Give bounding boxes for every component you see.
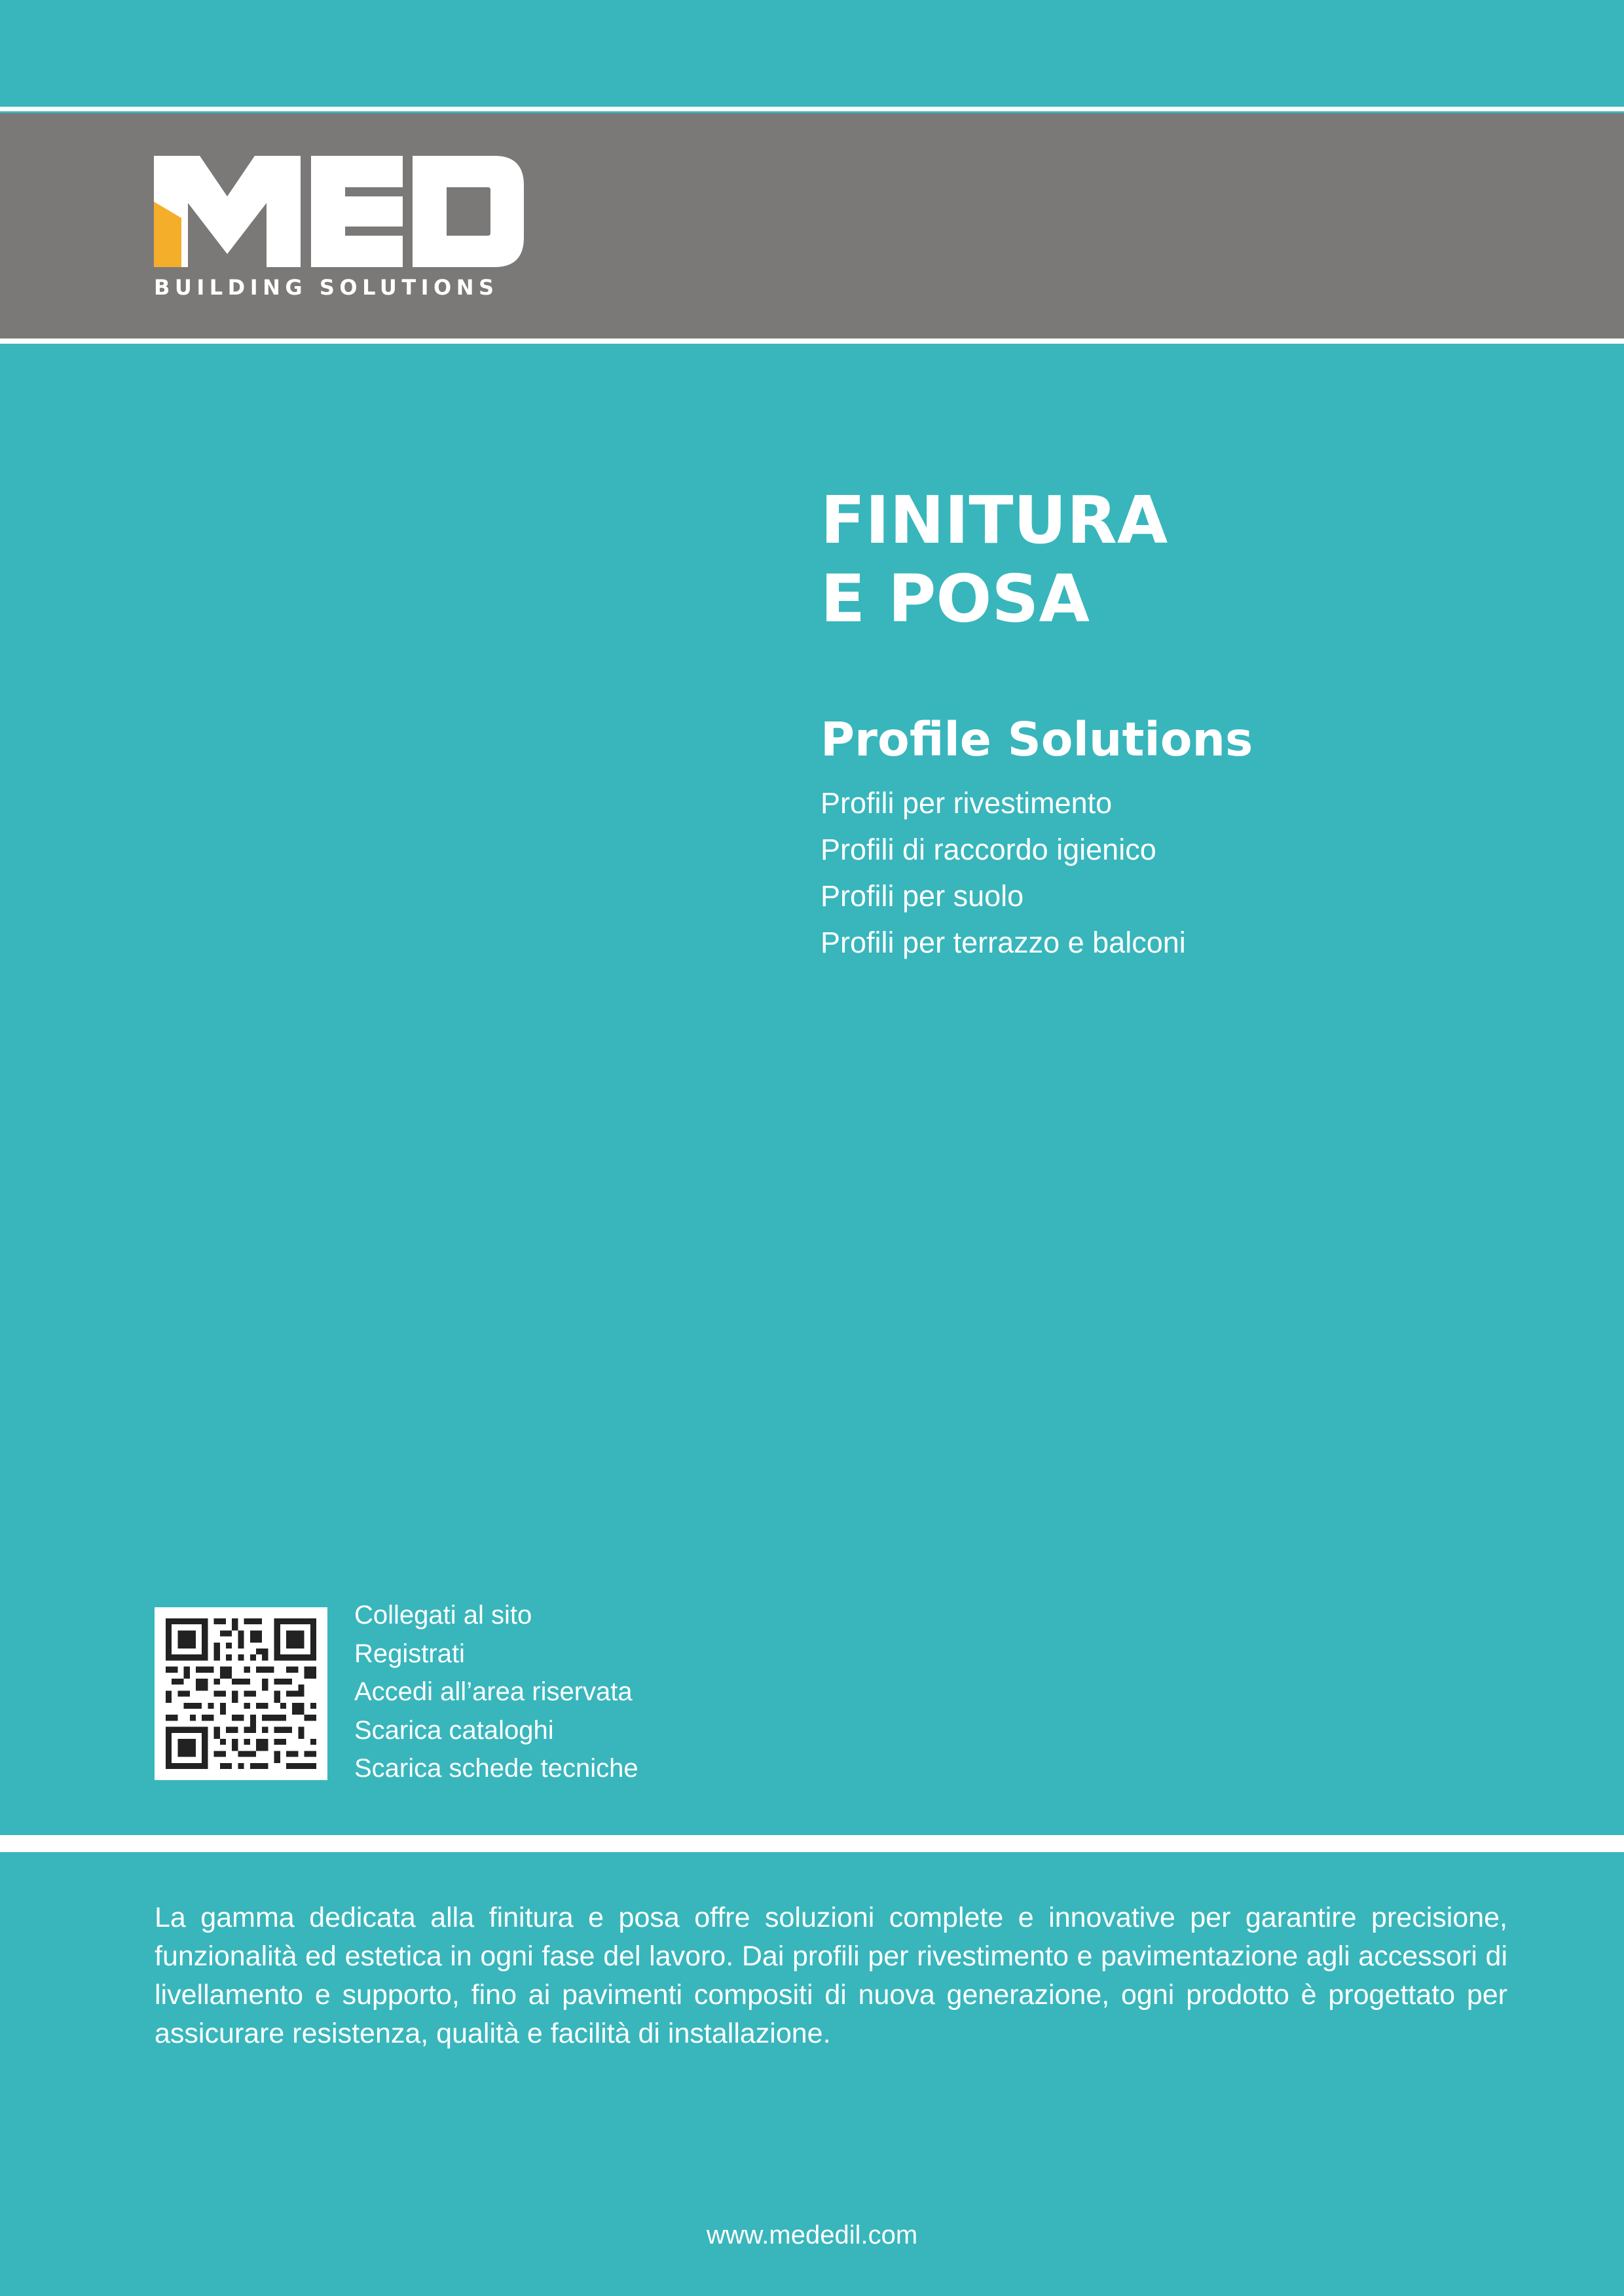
logo-tagline: BUILDING SOLUTIONS [154,275,499,300]
med-logo-mark [154,156,524,270]
qr-code-icon [166,1618,316,1769]
list-item: Profili per suolo [821,879,1024,913]
website-link[interactable]: www.mededil.com [706,2221,918,2250]
list-item: Scarica schede tecniche [354,1754,638,1783]
header-bottom-divider [0,338,1624,344]
list-item: Profili di raccordo igienico [821,833,1156,866]
page-title [821,481,1168,638]
product-list [821,780,1186,966]
list-item: Profili per rivestimento [821,786,1113,820]
list-item: Collegati al sito [354,1601,532,1630]
company-logo [154,156,524,300]
title-line-1: FINITURA [821,482,1168,558]
title-line-2: E POSA [821,560,1090,637]
list-item: Profili per terrazzo e balconi [821,926,1186,959]
footer-top-divider [0,1835,1624,1852]
qr-code[interactable] [155,1607,327,1780]
list-item: Accedi all’area riservata [354,1677,633,1706]
website-steps-list [354,1596,638,1788]
top-divider [0,107,1624,111]
section-subtitle: Profile Solutions [821,712,1253,767]
description-paragraph: La gamma dedicata alla finitura e posa offre soluzioni complete e innovative per garantire precisione, funzionalità ed estetica in ogni fase del lavoro. Dai profili per rivestimento e pavimentazione agli accessori di livellamento e supporto, fino ai pavimenti compositi di nuova generazione, ogni prodotto è progettato per assicurare resistenza, qualità e facilità di installazione. [155,1902,1507,2049]
list-item: Registrati [354,1639,465,1668]
list-item: Scarica cataloghi [354,1715,554,1745]
